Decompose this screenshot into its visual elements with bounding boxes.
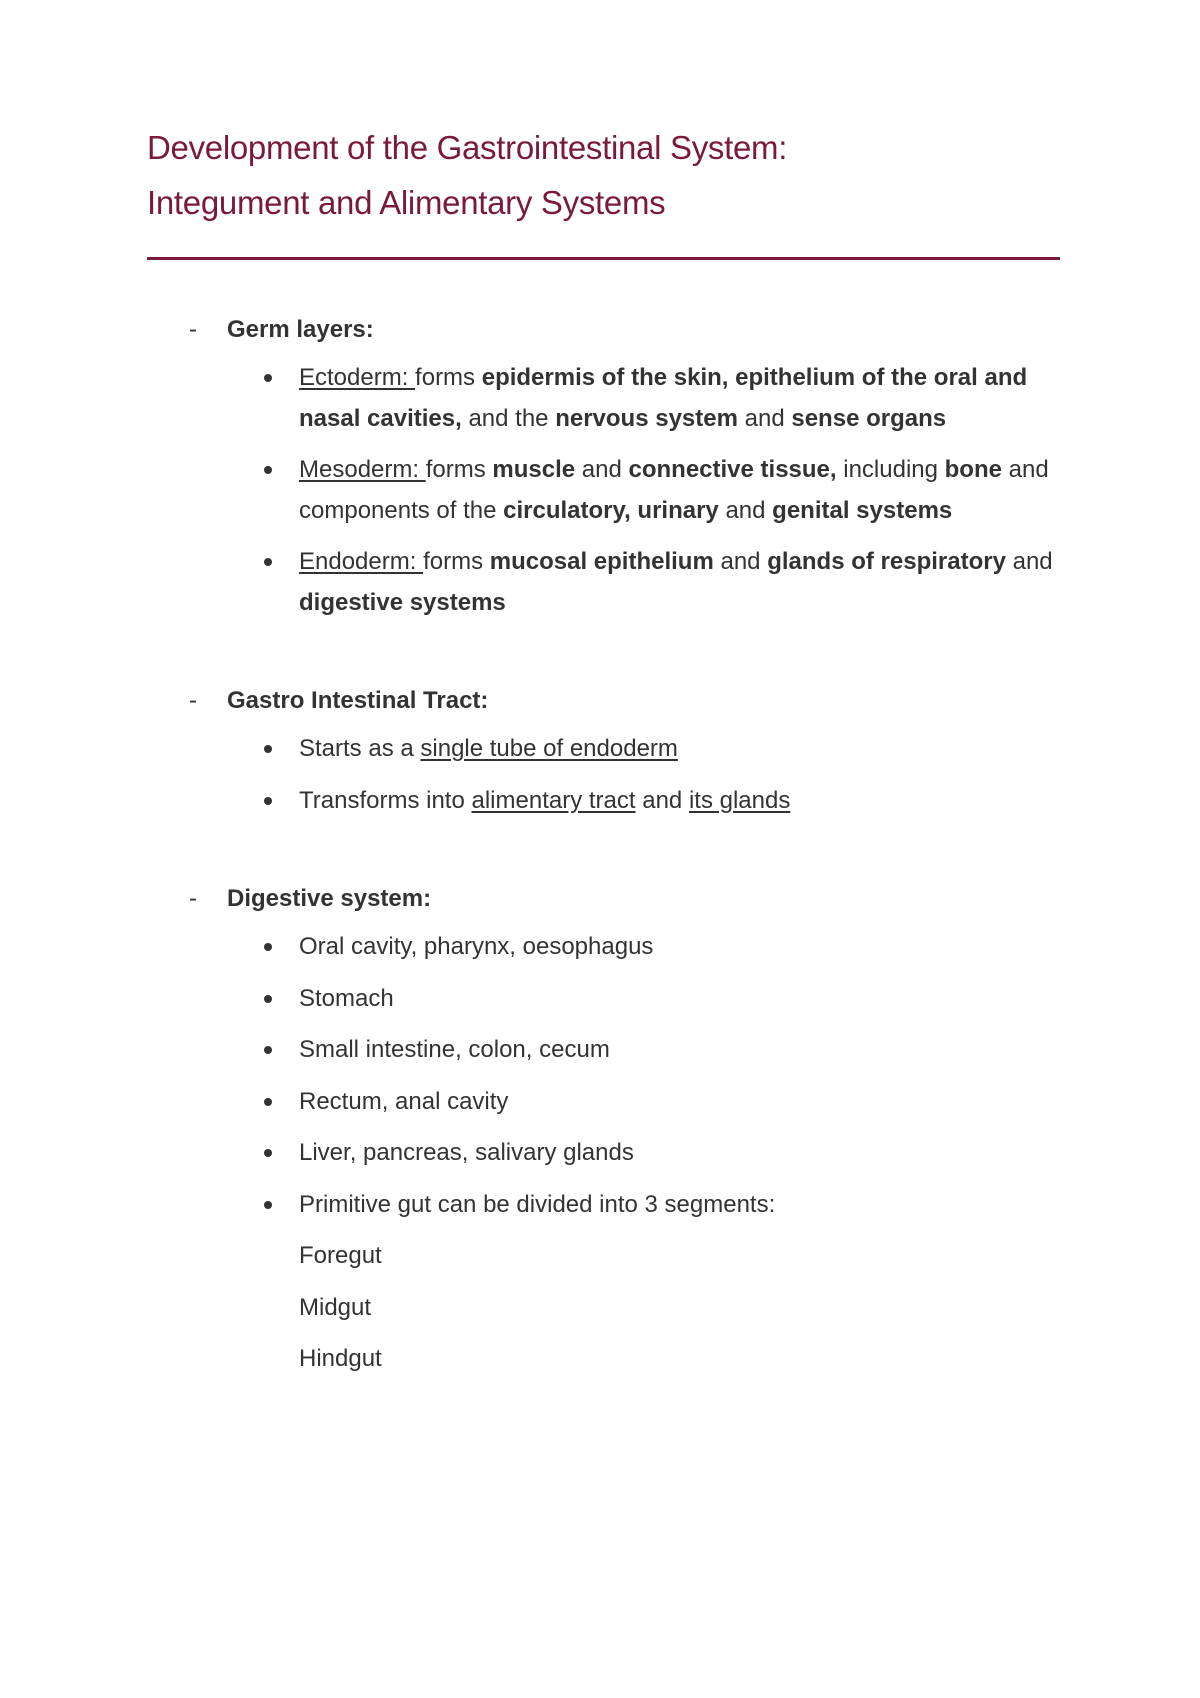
dash-marker: -	[189, 316, 197, 343]
heading-text: Germ layers:	[227, 316, 374, 343]
text: and	[737, 404, 792, 432]
bold-text: connective tissue,	[628, 456, 837, 483]
bullet-icon	[264, 466, 272, 474]
heading-text: Digestive system:	[227, 885, 432, 912]
bold-text: sense organs	[791, 404, 947, 432]
item-text: Stomach	[299, 984, 394, 1012]
list-item	[147, 729, 1060, 770]
text: forms	[423, 548, 490, 575]
underlined-text: single tube of endoderm	[420, 735, 678, 762]
text: including	[836, 456, 945, 483]
bullet-icon	[264, 558, 272, 566]
section-germ-layers	[147, 310, 1060, 623]
underlined-text: its glands	[688, 786, 791, 814]
bold-text: mucosal epithelium	[489, 548, 714, 575]
underlined-text: alimentary tract	[471, 786, 636, 814]
title-line-1: Development of the Gastrointestinal System:	[147, 129, 788, 166]
bold-text: circulatory, urinary	[503, 496, 719, 524]
bold-text: muscle	[492, 456, 576, 483]
text: forms	[415, 364, 482, 391]
digestive-list	[147, 927, 1060, 1225]
text: forms	[425, 456, 493, 483]
bullet-icon	[264, 1098, 272, 1106]
bold-text: epidermis of the skin, epithelium of the oral and nasal cavities,	[299, 364, 1028, 432]
term-mesoderm: Mesoderm:	[299, 456, 426, 483]
text: and	[718, 496, 773, 524]
list-item-endoderm	[147, 542, 1060, 623]
text: and	[575, 456, 629, 483]
item-text: Small intestine, colon, cecum	[299, 1036, 610, 1063]
text: and components of the	[299, 456, 1049, 524]
title-divider	[147, 257, 1060, 260]
germ-layer-list	[147, 358, 1060, 623]
bullet-icon	[264, 745, 272, 753]
item-text: Oral cavity, pharynx, oesophagus	[299, 933, 654, 960]
text: Starts as a	[299, 735, 421, 762]
text: and the	[461, 404, 556, 432]
item-text: Primitive gut can be divided into 3 segments:	[299, 1190, 776, 1218]
dash-marker: -	[189, 687, 197, 714]
section-heading	[147, 681, 1060, 721]
text: and	[635, 786, 689, 814]
list-item-mesoderm	[147, 450, 1060, 531]
list-item-ectoderm	[147, 358, 1060, 439]
segment-midgut: Midgut	[299, 1293, 372, 1321]
bullet-icon	[264, 1149, 272, 1157]
bold-text: bone	[944, 456, 1002, 483]
list-item	[147, 1133, 1060, 1174]
list-item	[147, 1082, 1060, 1123]
segment-foregut: Foregut	[299, 1242, 382, 1269]
list-item	[147, 927, 1060, 968]
bold-text: glands of respiratory	[767, 548, 1006, 575]
title-line-2: Integument and Alimentary Systems	[147, 184, 666, 221]
bullet-icon	[264, 995, 272, 1003]
bullet-icon	[264, 1046, 272, 1054]
bullet-icon	[264, 797, 272, 805]
bullet-icon	[264, 374, 272, 382]
bold-text: nervous system	[555, 404, 738, 432]
text: and	[1005, 548, 1053, 575]
bullet-icon	[264, 1201, 272, 1209]
segment-hindgut: Hindgut	[299, 1345, 382, 1372]
document-title	[147, 120, 1060, 230]
section-heading	[147, 310, 1060, 350]
bold-text: genital systems	[772, 496, 953, 524]
list-item	[147, 979, 1060, 1020]
bullet-icon	[264, 943, 272, 951]
section-digestive-system	[147, 879, 1060, 1380]
heading-text: Gastro Intestinal Tract:	[227, 687, 489, 714]
list-item	[147, 1030, 1060, 1071]
bold-text: digestive systems	[299, 588, 506, 616]
list-item	[147, 781, 1060, 822]
item-text: Rectum, anal cavity	[299, 1087, 509, 1115]
term-ectoderm: Ectoderm:	[299, 364, 416, 391]
dash-marker: -	[189, 885, 197, 912]
text: Transforms into	[299, 786, 472, 814]
item-text: Liver, pancreas, salivary glands	[299, 1139, 634, 1166]
section-gastro-intestinal-tract	[147, 681, 1060, 821]
text: and	[713, 548, 768, 575]
term-endoderm: Endoderm:	[299, 548, 424, 575]
list-item	[147, 1185, 1060, 1226]
git-list	[147, 729, 1060, 821]
section-heading	[147, 879, 1060, 919]
